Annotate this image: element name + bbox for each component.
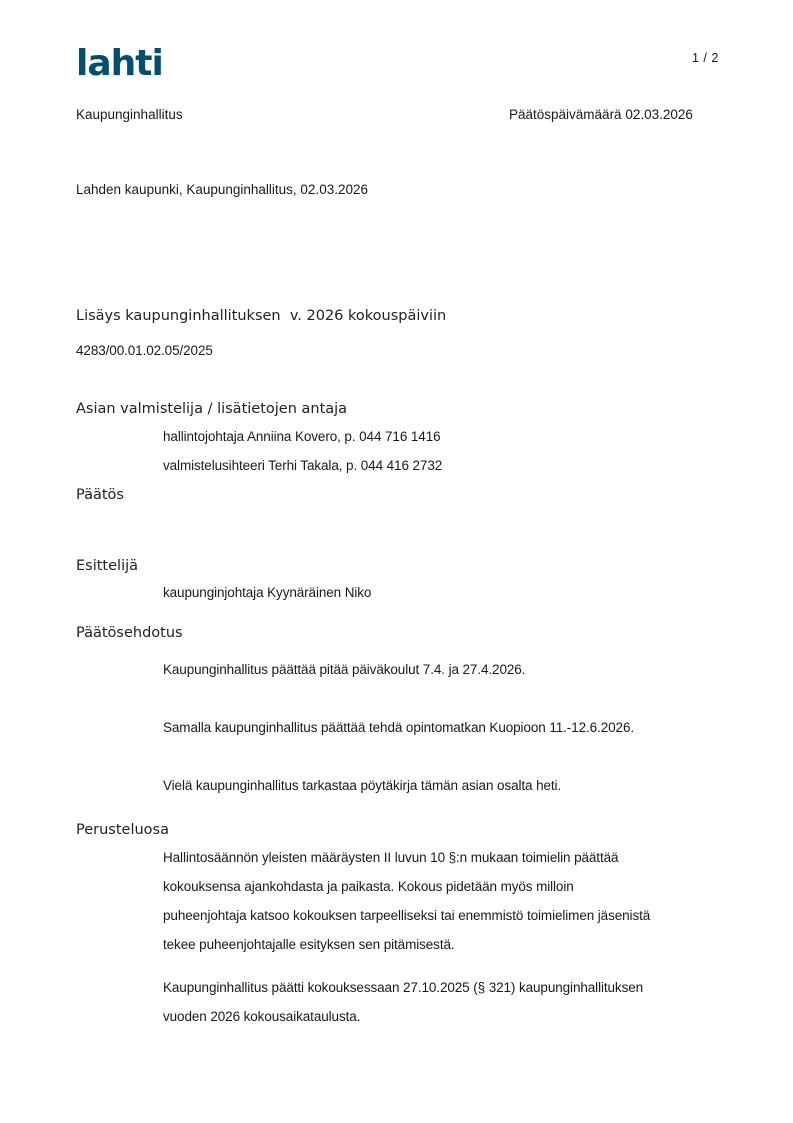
rationale-heading: Perusteluosa <box>76 822 169 838</box>
preparer-heading: Asian valmistelija / lisätietojen antaja <box>76 401 348 417</box>
lahti-logo: lahti <box>76 43 163 84</box>
rationale-line: Kaupunginhallitus päätti kokouksessaan 27.10.2025 (§ 321) kaupunginhallituksen <box>163 980 644 995</box>
rationale-line: puheenjohtaja katsoo kokouksen tarpeelliseksi tai enemmistö toimielimen jäsenistä <box>163 908 651 923</box>
decision-date: Päätöspäivämäärä 02.03.2026 <box>509 107 693 122</box>
meta-line: Lahden kaupunki, Kaupunginhallitus, 02.03.2026 <box>76 182 368 197</box>
presenter-heading: Esittelijä <box>76 558 139 574</box>
preparer-line: valmistelusihteeri Terhi Takala, p. 044 416 2732 <box>163 458 443 473</box>
record-number: 4283/00.01.02.05/2025 <box>76 343 213 358</box>
decision-heading: Päätös <box>76 487 124 503</box>
proposal-paragraph: Samalla kaupunginhallitus päättää tehdä opintomatkan Kuopioon 11.-12.6.2026. <box>163 720 635 735</box>
organ-name: Kaupunginhallitus <box>76 107 183 122</box>
rationale-line: kokouksensa ajankohdasta ja paikasta. Kokous pidetään myös milloin <box>163 879 574 894</box>
presenter-line: kaupunginjohtaja Kyynäräinen Niko <box>163 585 372 600</box>
proposal-paragraph: Kaupunginhallitus päättää pitää päiväkoulut 7.4. ja 27.4.2026. <box>163 662 526 677</box>
page-number: 1 / 2 <box>692 51 719 65</box>
document-title: Lisäys kaupunginhallituksen v. 2026 kokouspäiviin <box>76 308 447 324</box>
proposal-heading: Päätösehdotus <box>76 625 183 641</box>
rationale-line: Hallintosäännön yleisten määräysten II luvun 10 §:n mukaan toimielin päättää <box>163 850 619 865</box>
proposal-paragraph: Vielä kaupunginhallitus tarkastaa pöytäkirja tämän asian osalta heti. <box>163 778 562 793</box>
rationale-line: vuoden 2026 kokousaikataulusta. <box>163 1009 361 1024</box>
preparer-line: hallintojohtaja Anniina Kovero, p. 044 716 1416 <box>163 429 441 444</box>
rationale-line: tekee puheenjohtajalle esityksen sen pitämisestä. <box>163 937 455 952</box>
